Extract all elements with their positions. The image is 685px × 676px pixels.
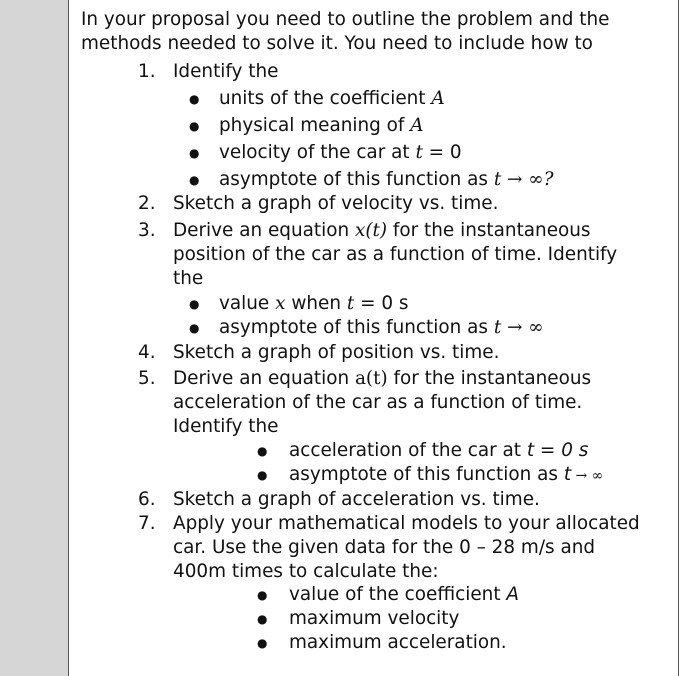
proposal-instructions: In your proposal you need to outline the problem and the methods needed to solve it. You need to include how to 1. Identify the ● units of the coefficient A ● physical meaning of A ● velocity of the car at t = 0 ● asymptote of this function as t → ∞? 2. Sketch a graph of velocity vs. time. 3. Derive an equation x(t) for the instantaneous position of the car as a function of time. Identify the ● value x when t = 0 s ● asymptote of this function as t → ∞ 4. Sketch a graph of position vs. time. 5. Derive an equation a(t) for the instantaneous acceleration of the car as a function of time. Identify the ● acceleration of the car at t = 0 s ● asymptote of this function as t → ∞ 6. Sketch a graph of acceleration vs. time. 7. Apply your mathematical models to your allocated car. Use the given data for the 0 – 28 m/s and 400m times to calculate the: ● value of the coefficient A ● maximum velocity ● maximum acceleration.	[81, 9, 640, 653]
intro-line-1: In your proposal you need to outline the problem and the	[81, 9, 610, 30]
left-margin-column	[0, 0, 69, 676]
right-border-line	[678, 0, 679, 676]
intro-line-2: methods needed to solve it. You need to include how to	[81, 33, 593, 54]
